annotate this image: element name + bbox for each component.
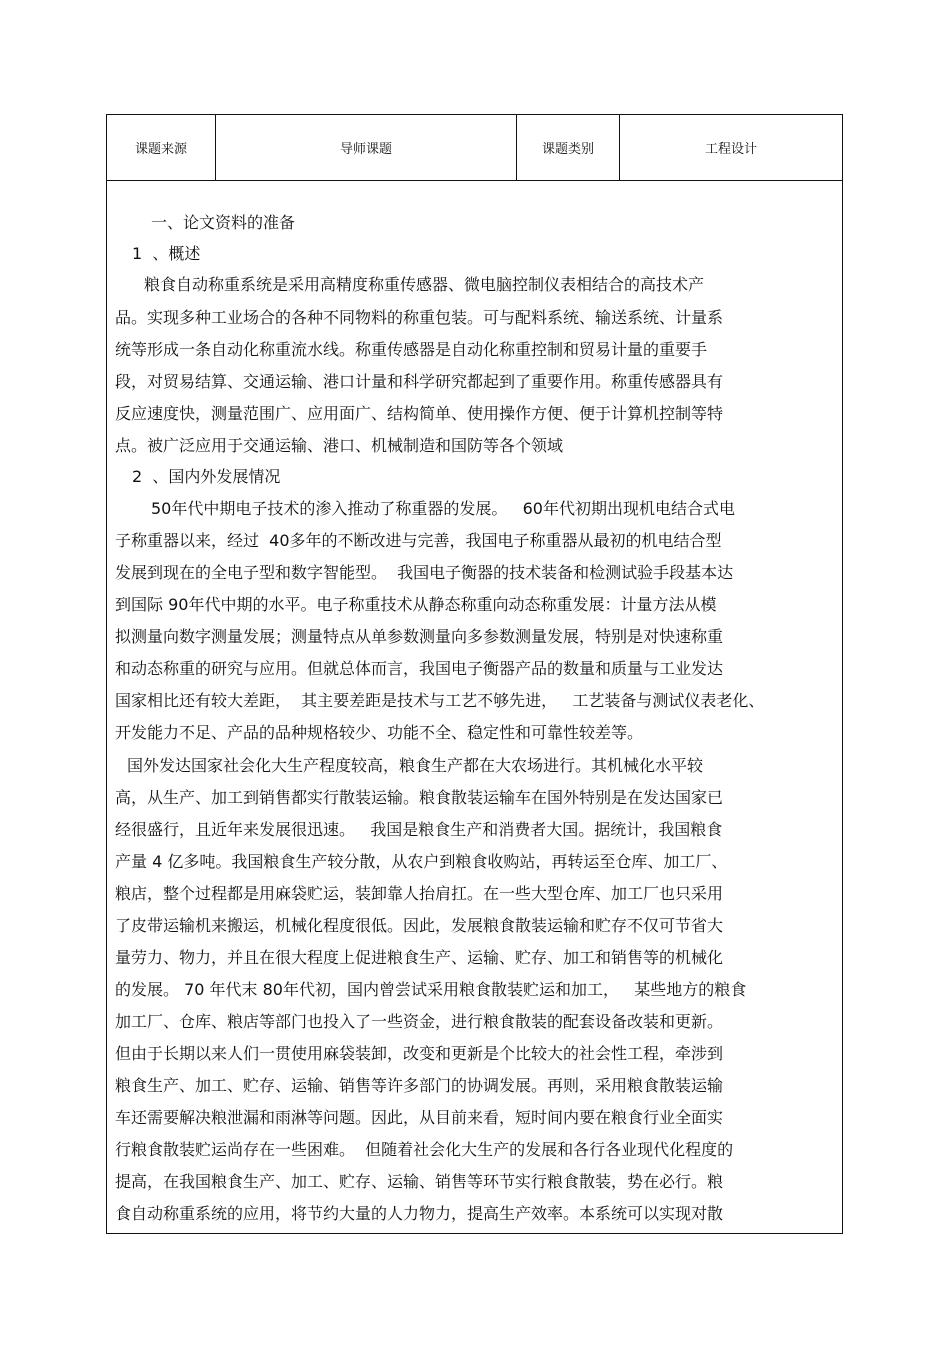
- source-label-cell: 课题来源: [107, 115, 216, 180]
- body-line: 50年代中期电子技术的渗入推动了称重器的发展。 60年代初期出现机电结合式电: [151, 499, 735, 518]
- body-line: 高，从生产、加工到销售都实行散装运输。粮食散装运输车在国外特别是在发达国家已: [115, 788, 724, 807]
- body-line: 国外发达国家社会化大生产程度较高，粮食生产都在大农场进行。其机械化水平较: [127, 756, 704, 775]
- body-line: 粮食自动称重系统是采用高精度称重传感器、微电脑控制仪表相结合的高技术产: [144, 275, 705, 294]
- header-row: [107, 115, 842, 181]
- body-line: 和动态称重的研究与应用。但就总体而言，我国电子衡器产品的数量和质量与工业发达: [115, 659, 724, 678]
- body-line: 统等形成一条自动化称重流水线。称重传感器是自动化称重控制和贸易计量的重要手: [115, 340, 708, 359]
- body-line: 粮食生产、加工、贮存、运输、销售等许多部门的协调发展。再则，采用粮食散装运输: [115, 1076, 724, 1095]
- source-value-cell: 导师课题: [216, 115, 517, 180]
- body-line: 拟测量向数字测量发展；测量特点从单参数测量向多参数测量发展，特别是对快速称重: [115, 627, 724, 646]
- body-line: 子称重器以来，经过 40多年的不断改进与完善，我国电子称重器从最初的机电结合型: [115, 531, 722, 550]
- body-line: 品。实现多种工业场合的各种不同物料的称重包装。可与配料系统、输送系统、计量系: [115, 308, 724, 327]
- type-value-cell: 工程设计: [704, 142, 757, 157]
- body-line: 提高，在我国粮食生产、加工、贮存、运输、销售等环节实行粮食散装，势在必行。粮: [115, 1172, 724, 1191]
- body-line: 了皮带运输机来搬运，机械化程度很低。因此，发展粮食散装运输和贮存不仅可节省大: [115, 916, 724, 935]
- body-line: 经很盛行，且近年来发展很迅速。 我国是粮食生产和消费者大国。据统计，我国粮食: [115, 820, 723, 839]
- body-line: 反应速度快，测量范围广、应用面广、结构简单、使用操作方便、便于计算机控制等特: [115, 404, 724, 423]
- type-label-cell: 课题类别: [517, 115, 620, 180]
- body-line: 段，对贸易结算、交通运输、港口计量和科学研究都起到了重要作用。称重传感器具有: [115, 372, 724, 391]
- body-line: 发展到现在的全电子型和数字智能型。 我国电子衡器的技术装备和检测试验手段基本达: [115, 563, 734, 582]
- body-line: 行粮食散装贮运尚存在一些困难。 但随着社会化大生产的发展和各行各业现代化程度的: [115, 1140, 734, 1159]
- body-line: 一、论文资料的准备: [151, 213, 296, 232]
- body-line: 产量 4 亿多吨。我国粮食生产较分散，从农户到粮食收购站，再转运至仓库、加工厂、: [115, 852, 728, 871]
- body-line: 开发能力不足、产品的品种规格较少、功能不全、稳定性和可靠性较差等。: [115, 723, 644, 742]
- body-line: 加工厂、仓库、粮店等部门也投入了一些资金，进行粮食散装的配套设备改装和更新。: [115, 1012, 724, 1031]
- body-line: 国家相比还有较大差距， 其主要差距是技术与工艺不够先进， 工艺装备与测试仪表老化、: [115, 691, 765, 710]
- body-line: 车还需要解决粮泄漏和雨淋等问题。因此，从目前来看，短时间内要在粮食行业全面实: [115, 1108, 724, 1127]
- body-line: 点。被广泛应用于交通运输、港口、机械制造和国防等各个领域: [115, 436, 564, 455]
- body-line: 2 、国内外发展情况: [132, 467, 281, 486]
- proposal-table: [106, 114, 843, 1234]
- body-line: 粮店，整个过程都是用麻袋贮运，装卸靠人抬肩扛。在一些大型仓库、加工厂也只采用: [115, 884, 724, 903]
- body-line: 但由于长期以来人们一贯使用麻袋装卸，改变和更新是个比较大的社会性工程，牵涉到: [115, 1044, 724, 1063]
- body-line: 1 、概述: [132, 244, 201, 263]
- body-line: 食自动称重系统的应用，将节约大量的人力物力，提高生产效率。本系统可以实现对散: [115, 1204, 724, 1223]
- body-line: 到国际 90年代中期的水平。电子称重技术从静态称重向动态称重发展：计量方法从模: [115, 595, 717, 614]
- body-line: 量劳力、物力，并且在很大程度上促进粮食生产、运输、贮存、加工和销售等的机械化: [115, 948, 724, 967]
- body-line: 的发展。 70 年代末 80年代初，国内曾尝试采用粮食散装贮运和加工， 某些地方的粮食: [115, 980, 747, 999]
